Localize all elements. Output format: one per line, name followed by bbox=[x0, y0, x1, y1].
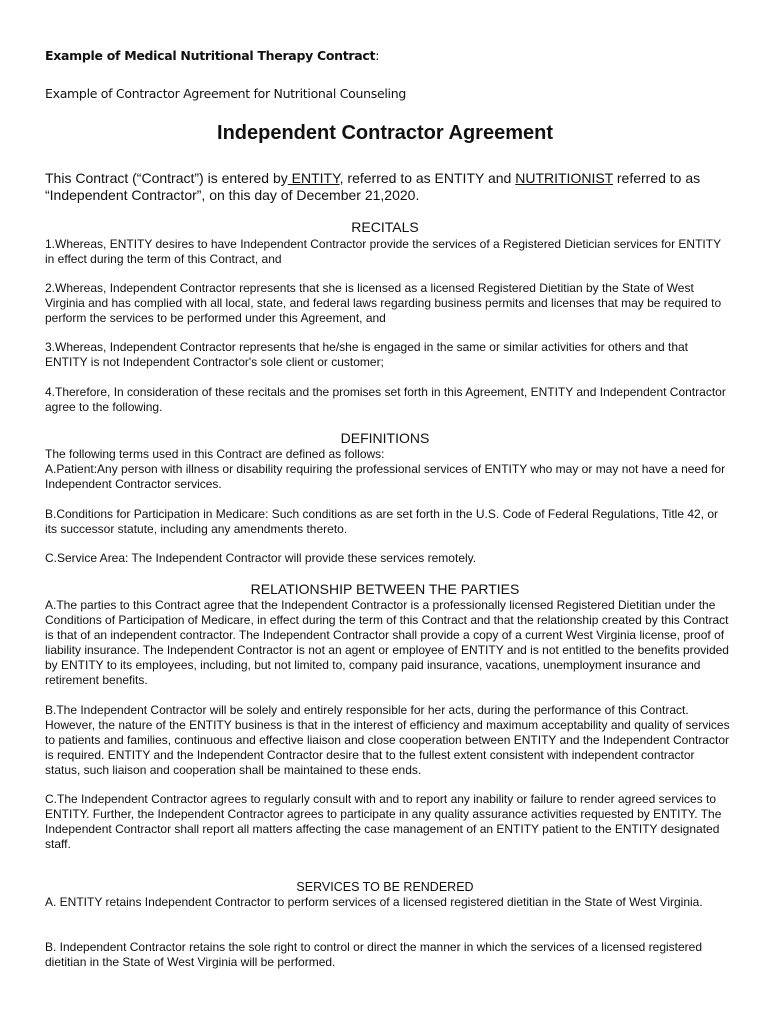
definition-item: B.Conditions for Participation in Medicare: Such conditions as are set forth in the U.S. Code of Federal Regulations, Title 42, or its successor statute, including any amendments thereto. bbox=[45, 507, 719, 536]
definition-item: C.Service Area: The Independent Contractor will provide these services remotely. bbox=[45, 551, 477, 565]
recital-item: 3.Whereas, Independent Contractor represents that he/she is engaged in the same or similar activities for others and that ENTITY is not Independent Contractor's sole client or customer; bbox=[45, 340, 689, 369]
relationship-item: C.The Independent Contractor agrees to regularly consult with and to report any inability or failure to render agreed services to ENTITY. Further, the Independent Contractor agrees to participate in any quality assurance activities requested by ENTITY. The Independent Contractor shall report all matters affecting the case management of an ENTITY patient to the ENTITY designated staff. bbox=[45, 792, 722, 851]
intro-text-2: referred to as ENTITY and bbox=[343, 170, 516, 186]
relationship-item: A.The parties to this Contract agree that the Independent Contractor is a professionally licensed Registered Dietitian under the Conditions of Participation of Medicare, in effect during the term of this Contract and that the relationship created by this Contract is that of an independent contractor. The Independent Contractor shall provide a copy of a current West Virginia license, proof of liability insurance. The Independent Contractor is not an agent or employee of ENTITY and is not entitled to the benefits provided by ENTITY to its employees, including, but not limited to, company paid insurance, vacations, unemployment insurance and retirement benefits. bbox=[45, 598, 729, 687]
example-subtitle: Example of Contractor Agreement for Nutritional Counseling bbox=[45, 86, 406, 101]
intro-text-1: This Contract (“Contract”) is entered by bbox=[45, 170, 288, 186]
recital-item: 4.Therefore, In consideration of these recitals and the promises set forth in this Agreement, ENTITY and Independent Contractor agree to the following. bbox=[45, 385, 726, 414]
document-title: Independent Contractor Agreement bbox=[217, 122, 553, 144]
intro-text-3: referred to as “Independent Contractor”, on this day of December 21,2020. bbox=[45, 170, 701, 203]
definition-item: A.Patient:Any person with illness or disability requiring the professional services of ENTITY who may or may not have a need for Independent Contractor services. bbox=[45, 462, 726, 491]
example-title bbox=[45, 48, 379, 63]
example-title-colon: : bbox=[375, 48, 380, 63]
relationship-heading: RELATIONSHIP BETWEEN THE PARTIES bbox=[250, 581, 520, 597]
nutritionist-underlined: NUTRITIONIST bbox=[515, 170, 613, 186]
definitions-intro: The following terms used in this Contract are defined as follows: bbox=[45, 447, 385, 461]
recitals-heading: RECITALS bbox=[351, 219, 419, 235]
services-item: B. Independent Contractor retains the sole right to control or direct the manner in which the services of a licensed registered dietitian in the State of West Virginia will be performed. bbox=[45, 940, 703, 969]
entity-underlined: ENTITY, bbox=[287, 170, 344, 186]
recital-item: 1.Whereas, ENTITY desires to have Independent Contractor provide the services of a Registered Dietician services for ENTITY in effect during the term of this Contract, and bbox=[45, 237, 721, 266]
services-item: A. ENTITY retains Independent Contractor to perform services of a licensed registered dietitian in the State of West Virginia. bbox=[45, 895, 703, 909]
recital-item: 2.Whereas, Independent Contractor represents that she is licensed as a licensed Registered Dietitian by the State of West Virginia and has complied with all local, state, and federal laws regarding business permits and licenses that may be required to perform the services to be performed under this Agreement, and bbox=[45, 281, 722, 325]
services-heading: SERVICES TO BE RENDERED bbox=[296, 880, 474, 894]
definitions-heading: DEFINITIONS bbox=[340, 430, 430, 446]
intro-paragraph bbox=[45, 170, 735, 204]
relationship-item: B.The Independent Contractor will be solely and entirely responsible for her acts, during the performance of this Contract. However, the nature of the ENTITY business is that in the interest of efficiency and maximum acceptability and quality of services to patients and families, continuous and effective liaison and close cooperation between ENTITY and the Independent Contractor is required. ENTITY and the Independent Contractor desire that to the fullest extent consistent with independent contractor status, such liaison and cooperation shall be maintained to these ends. bbox=[45, 703, 730, 777]
example-title-text: Example of Medical Nutritional Therapy Contract bbox=[45, 48, 376, 63]
